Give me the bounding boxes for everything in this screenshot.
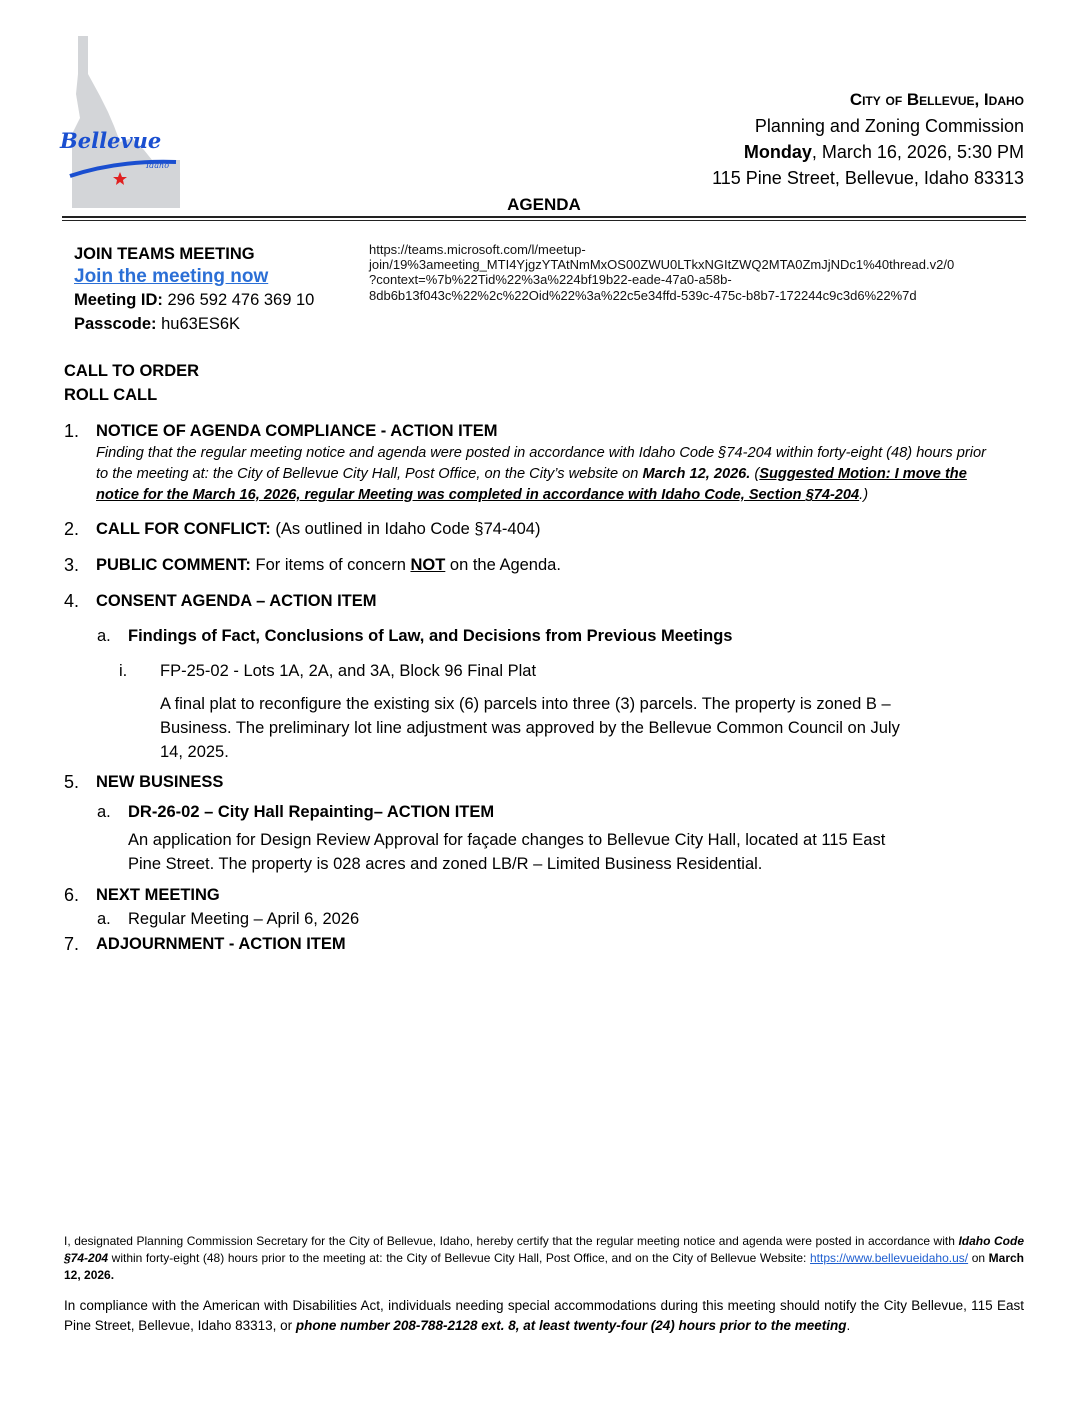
item-number: 4. <box>64 591 80 611</box>
cert-text: I, designated Planning Commission Secretary for the City of Bellevue, Idaho, hereby certify that the regular meeting notice and agenda were posted in accordance with <box>64 1234 959 1248</box>
sub-item-description <box>128 828 1024 876</box>
notice-paren-close: .) <box>859 487 869 503</box>
meeting-id <box>74 291 314 310</box>
sub-item-4a <box>64 625 1024 647</box>
item-number: 1. <box>64 421 80 441</box>
item-title: PUBLIC COMMENT: <box>96 556 251 574</box>
item-number: 3. <box>64 555 80 575</box>
item-title: CALL FOR CONFLICT: <box>96 520 271 538</box>
notice-compliance-text <box>96 443 996 506</box>
commission-name: Planning and Zoning Commission <box>754 116 1024 136</box>
ada-notice <box>64 1296 1024 1336</box>
agenda-item-3 <box>64 554 1024 576</box>
item-title: ADJOURNMENT - ACTION ITEM <box>96 935 346 953</box>
item-emphasis: NOT <box>410 556 446 574</box>
agenda-items <box>64 420 1024 955</box>
bellevue-idaho-logo <box>48 34 184 210</box>
agenda-item-6 <box>64 884 1024 906</box>
description-line: An application for Design Review Approval for façade changes to Bellevue City Hall, located at 115 East <box>128 831 886 849</box>
page-title: AGENDA <box>507 195 581 214</box>
ada-text: . <box>846 1318 851 1333</box>
sub-sub-item-title: FP-25-02 - Lots 1A, 2A, and 3A, Block 96 Final Plat <box>160 662 537 680</box>
next-meeting-date: Regular Meeting – April 6, 2026 <box>128 910 360 928</box>
join-meeting-link[interactable]: Join the meeting now <box>74 266 269 287</box>
agenda-item-7 <box>64 933 1024 955</box>
passcode <box>74 315 240 334</box>
item-text: on the Agenda. <box>445 556 561 574</box>
item-call-for-conflict <box>96 518 1024 540</box>
item-title: NEXT MEETING <box>96 886 220 904</box>
passcode-label: Passcode: <box>74 315 157 333</box>
teams-meeting-url[interactable] <box>369 242 954 303</box>
meeting-date: , March 16, 2026, 5:30 PM <box>811 142 1024 162</box>
sub-item-title: Findings of Fact, Conclusions of Law, and Decisions from Previous Meetings <box>128 627 733 645</box>
description-line: A final plat to reconfigure the existing six (6) parcels into three (3) parcels. The property is zoned B – <box>160 695 891 713</box>
meeting-id-label: Meeting ID: <box>74 291 163 309</box>
passcode-value: hu63ES6K <box>156 315 241 333</box>
sub-sub-item-description <box>160 692 1024 764</box>
url-line: 8db6b13f043c%22%2c%22Oid%22%3a%22c5e34ffd-539c-475c-b8b7-172244c9c3d6%22%7d <box>369 287 917 303</box>
item-number: 5. <box>64 772 80 792</box>
ada-text: In compliance with the American with Disabilities Act, individuals needing special accommodations during this meeting should notify the City Bellevue, 115 East Pine Street, Bellevue, Idaho 83313, or <box>64 1298 1024 1333</box>
url-line: ?context=%7b%22Tid%22%3a%224bf19b22-eade-47a0-a58b- <box>369 272 732 288</box>
meeting-datetime <box>744 142 1024 163</box>
item-number: 2. <box>64 519 80 539</box>
city-name: City of Bellevue, Idaho <box>849 90 1024 109</box>
item-title: NEW BUSINESS <box>96 773 224 791</box>
item-title: CONSENT AGENDA – ACTION ITEM <box>96 592 377 610</box>
url-line: https://teams.microsoft.com/l/meetup- <box>369 242 586 257</box>
url-line: join/19%3ameeting_MTI4YjgzYTAtNmMxOS00ZWU0LTkxNGItZWQ2MTA0ZmJjNDc1%40thread.v2/0 <box>369 257 955 273</box>
description-line: Business. The preliminary lot line adjustment was approved by the Bellevue Common Council on July <box>160 719 900 737</box>
notice-text: Finding that the regular meeting notice and agenda were posted in accordance with Idaho Code §74-204 within forty-eight (48) hours prior to the meeting at: the City of Bellevue City Hall, Post Office, on the City’s website on <box>96 445 986 482</box>
header-divider <box>62 216 1026 218</box>
call-to-order: CALL TO ORDER <box>64 362 200 380</box>
item-title: NOTICE OF AGENDA COMPLIANCE - ACTION ITEM <box>96 422 498 440</box>
sub-item-title: DR-26-02 – City Hall Repainting– ACTION ITEM <box>128 803 495 821</box>
sub-marker: a. <box>97 803 111 821</box>
logo-wordmark: Bellevue <box>60 128 162 153</box>
roll-call: ROLL CALL <box>64 386 158 404</box>
notice-date: March 12, 2026. <box>642 466 751 482</box>
item-number: 6. <box>64 885 80 905</box>
agenda-item-4 <box>64 590 1024 612</box>
agenda-item-2 <box>64 518 1024 540</box>
meeting-day: Monday <box>743 142 812 162</box>
cert-text: within forty-eight (48) hours prior to the meeting at: the City of Bellevue City Hall, Post Office, and on the City of Bellevue Website: <box>108 1251 810 1265</box>
sub-marker: a. <box>97 910 111 928</box>
logo-subtext: Idaho <box>146 161 170 170</box>
teams-heading: JOIN TEAMS MEETING <box>74 245 255 263</box>
sub-item-5a <box>64 801 1024 876</box>
item-number: 7. <box>64 934 80 954</box>
description-line: Pine Street. The property is 028 acres and zoned LB/R – Limited Business Residential. <box>128 855 763 873</box>
item-public-comment <box>96 554 1024 576</box>
agenda-item-5 <box>64 771 1024 793</box>
posting-certification <box>64 1233 1024 1284</box>
sub-sub-item-4ai <box>64 660 1024 764</box>
item-text: For items of concern <box>250 556 411 574</box>
footer <box>64 1233 1024 1336</box>
description-line: 14, 2025. <box>160 743 229 761</box>
meeting-address: 115 Pine Street, Bellevue, Idaho 83313 <box>712 168 1024 188</box>
agenda-item-1 <box>64 420 1024 506</box>
notice-paren: ( <box>750 466 760 482</box>
ada-contact: phone number 208-788-2128 ext. 8, at least twenty-four (24) hours prior to the meeting <box>295 1318 847 1333</box>
sub-marker: a. <box>97 627 111 645</box>
meeting-id-value: 296 592 476 369 10 <box>162 291 315 309</box>
sub-item-6a <box>64 908 1024 930</box>
city-website-link[interactable]: https://www.bellevueidaho.us/ <box>810 1251 969 1265</box>
sub-sub-marker: i. <box>119 662 128 680</box>
cert-text: on <box>968 1251 989 1265</box>
header-divider-thin <box>62 220 1026 221</box>
cert-date: March 12, 2026. <box>64 1251 1024 1282</box>
suggested-motion: Suggested Motion: I move the notice for the March 16, 2026, regular Meeting was completed in accordance with Idaho Code, Section §74-204 <box>96 466 967 503</box>
item-text: (As outlined in Idaho Code §74-404) <box>270 520 541 538</box>
cert-code: Idaho Code §74-204 <box>64 1234 1024 1265</box>
